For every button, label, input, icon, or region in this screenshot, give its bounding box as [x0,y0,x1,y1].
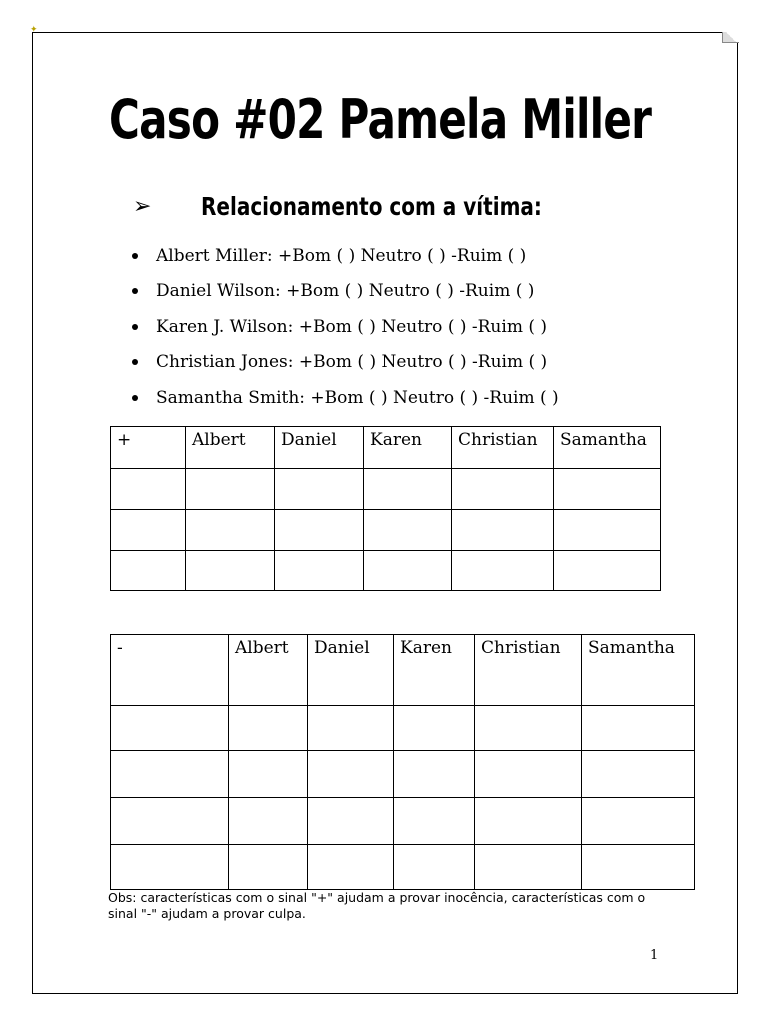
list-item [132,380,559,416]
table-header-cell: Daniel [275,427,364,469]
table-cell[interactable] [308,706,394,751]
page-fold-icon [722,32,739,43]
table-cell[interactable] [364,551,452,591]
table-row [111,798,695,845]
table-header-cell: Albert [186,427,275,469]
table-cell[interactable] [111,551,186,591]
table-cell[interactable] [475,845,582,890]
relationship-text: Karen J. Wilson: +Bom ( ) Neutro ( ) -Ruim ( ) [156,316,548,337]
table-row [111,510,661,551]
table-header-cell: Daniel [308,635,394,706]
table-cell[interactable] [394,706,475,751]
table-cell[interactable] [308,798,394,845]
table-cell[interactable] [275,551,364,591]
table-row [111,845,695,890]
list-item [132,309,559,345]
table-cell[interactable] [186,551,275,591]
table-cell[interactable] [475,798,582,845]
bullet-dot-icon [132,359,138,365]
table-cell[interactable] [229,751,308,798]
bullet-dot-icon [132,324,138,330]
page-number: 1 [650,948,659,963]
table-header-cell: Karen [394,635,475,706]
table-cell[interactable] [111,798,229,845]
relationship-text: Christian Jones: +Bom ( ) Neutro ( ) -Ruim ( ) [156,352,548,373]
list-item [132,238,559,274]
table-cell[interactable] [582,751,695,798]
relationship-text: Daniel Wilson: +Bom ( ) Neutro ( ) -Ruim ( ) [156,281,535,302]
relationship-list [132,238,559,416]
table-cell[interactable] [394,798,475,845]
table-header-cell: - [111,635,229,706]
relationship-text: Albert Miller: +Bom ( ) Neutro ( ) -Ruim ( ) [156,245,527,266]
table-header-row [111,427,661,469]
footnote: Obs: características com o sinal "+" ajudam a provar inocência, características com o sinal "-" ajudam a provar culpa. [108,890,646,921]
bullet-dot-icon [132,395,138,401]
table-cell[interactable] [582,798,695,845]
bullet-dot-icon [132,253,138,259]
table-cell[interactable] [582,845,695,890]
table-row [111,706,695,751]
corner-mark-icon: ✦ [30,25,38,35]
bullet-dot-icon [132,288,138,294]
table-cell[interactable] [229,845,308,890]
table-cell[interactable] [452,510,554,551]
table-header-cell: Samantha [554,427,661,469]
table-cell[interactable] [229,798,308,845]
table-header-row [111,635,695,706]
table-cell[interactable] [229,706,308,751]
positive-traits-table [110,426,661,591]
negative-traits-table [110,634,695,890]
table-cell[interactable] [186,469,275,510]
section-heading: Relacionamento com a vítima: [201,192,542,221]
table-cell[interactable] [452,469,554,510]
table-header-cell: + [111,427,186,469]
table-cell[interactable] [554,469,661,510]
table-cell[interactable] [452,551,554,591]
table-cell[interactable] [308,751,394,798]
list-item [132,345,559,381]
table-cell[interactable] [475,751,582,798]
table-row [111,469,661,510]
table-cell[interactable] [364,469,452,510]
table-cell[interactable] [475,706,582,751]
table-header-cell: Karen [364,427,452,469]
table-cell[interactable] [111,751,229,798]
table-cell[interactable] [275,510,364,551]
arrow-bullet-icon: ➢ [133,194,152,219]
table-cell[interactable] [394,845,475,890]
page-title: Caso #02 Pamela Miller [109,88,652,151]
table-header-cell: Samantha [582,635,695,706]
table-cell[interactable] [275,469,364,510]
table-row [111,551,661,591]
list-item [132,274,559,310]
table-cell[interactable] [186,510,275,551]
table-cell[interactable] [364,510,452,551]
table-header-cell: Christian [452,427,554,469]
table-cell[interactable] [111,845,229,890]
table-cell[interactable] [111,706,229,751]
table-cell[interactable] [111,469,186,510]
table-header-cell: Christian [475,635,582,706]
table-row [111,751,695,798]
table-cell[interactable] [582,706,695,751]
table-cell[interactable] [308,845,394,890]
table-cell[interactable] [111,510,186,551]
table-cell[interactable] [554,510,661,551]
relationship-text: Samantha Smith: +Bom ( ) Neutro ( ) -Ruim ( ) [156,387,559,408]
table-cell[interactable] [554,551,661,591]
table-cell[interactable] [394,751,475,798]
table-header-cell: Albert [229,635,308,706]
